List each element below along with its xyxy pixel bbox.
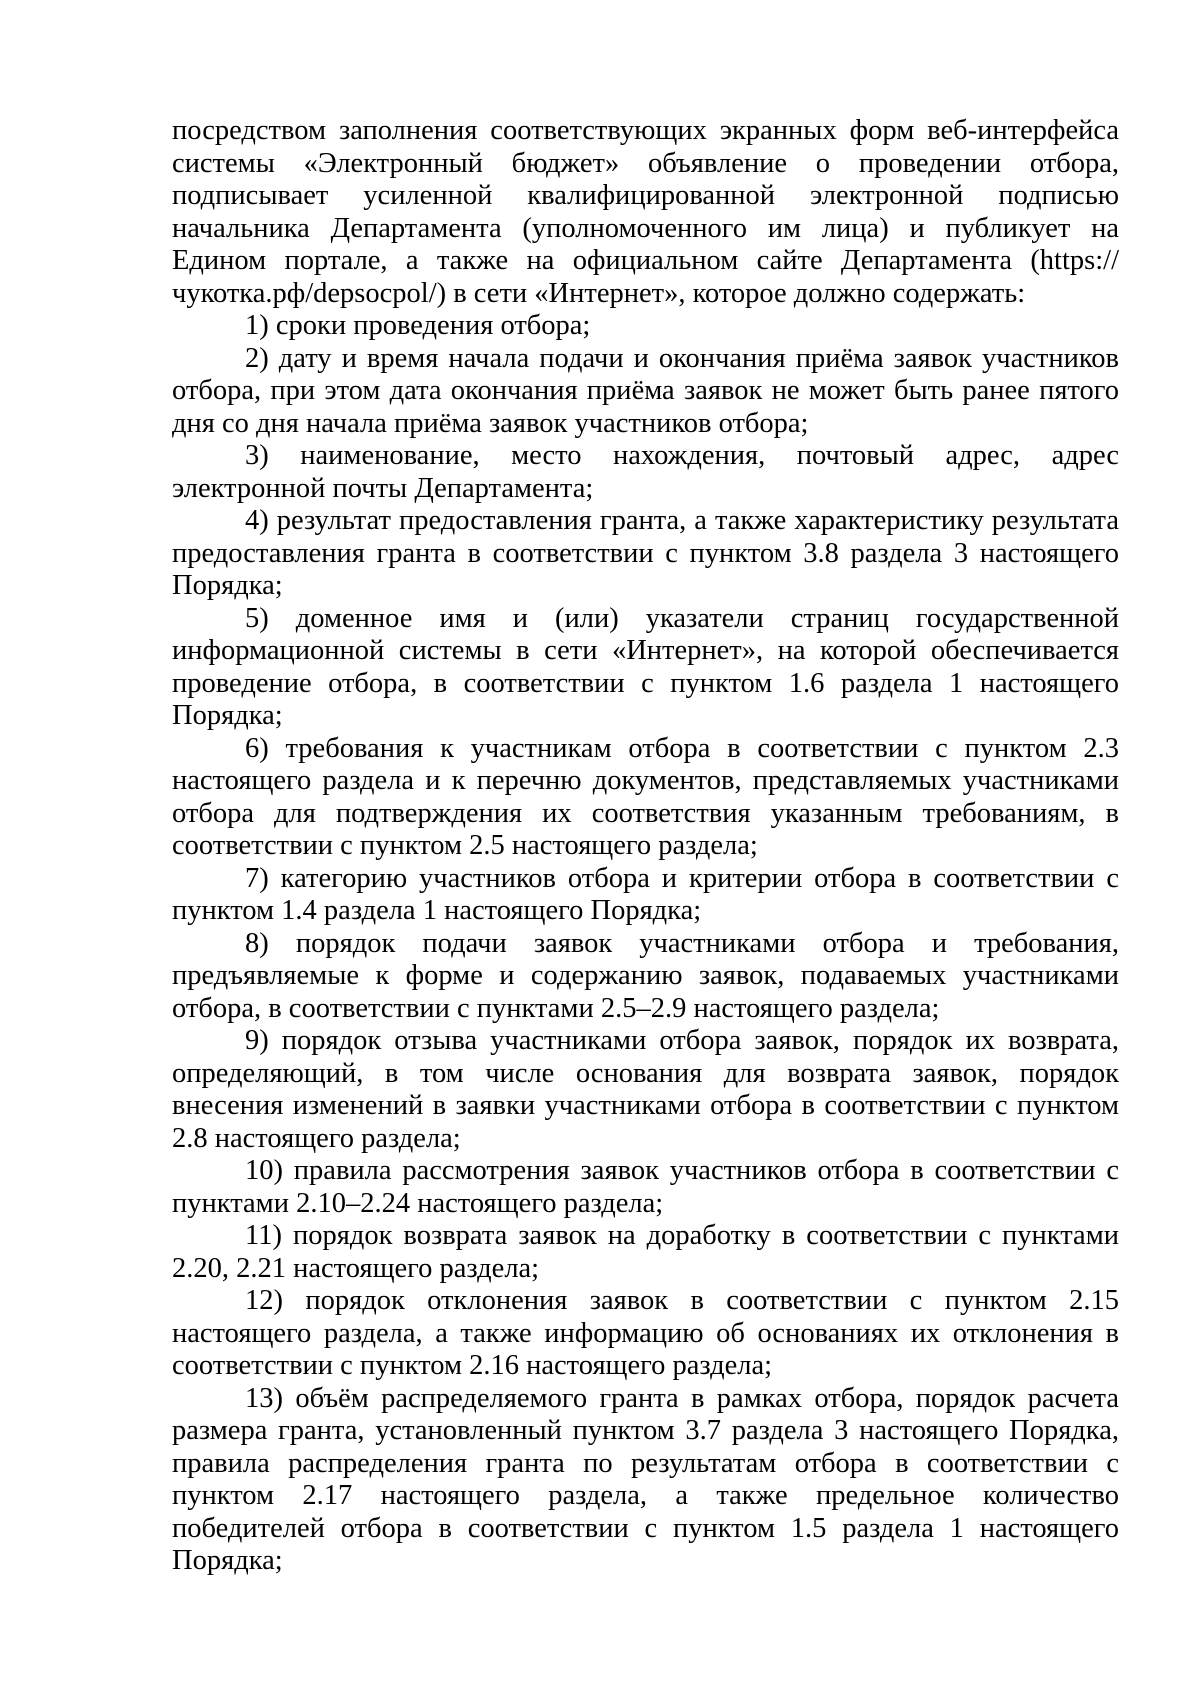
list-item-1: 1) сроки проведения отбора;	[245, 310, 591, 341]
list-item-6: 6) требования к участникам отбора в соответствии с пунктом 2.3 настоящего раздела и к перечню документов, представляемых участниками отбора для подтверждения их соответствия указанным требованиям, в соответствии с пунктом 2.5 настоящего раздела;	[172, 732, 1119, 861]
list-item-11: 11) порядок возврата заявок на доработку в соответствии с пунктами 2.20, 2.21 настоящего раздела;	[172, 1220, 1119, 1284]
list-item-4: 4) результат предоставления гранта, а также характеристику результата предоставления гранта в соответствии с пунктом 3.8 раздела 3 настоящего Порядка;	[172, 505, 1119, 601]
list-item-2: 2) дату и время начала подачи и окончания приёма заявок участников отбора, при этом дата окончания приёма заявок не может быть ранее пятого дня со дня начала приёма заявок участников отбора;	[172, 342, 1119, 439]
list-item-3: 3) наименование, место нахождения, почтовый адрес, адрес электронной почты Департамента;	[172, 440, 1119, 504]
list-item-9: 9) порядок отзыва участниками отбора заявок, порядок их возврата, определяющий, в том числе основания для возврата заявок, порядок внесения изменений в заявки участниками отбора в соответствии с пунктом 2.8 настоящего раздела;	[172, 1025, 1119, 1154]
list-item-10: 10) правила рассмотрения заявок участников отбора в соответствии с пунктами 2.10–2.24 настоящего раздела;	[172, 1155, 1119, 1219]
list-item-7: 7) категорию участников отбора и критерии отбора в соответствии с пунктом 1.4 раздела 1 настоящего Порядка;	[172, 862, 1119, 926]
list-item-13: 13) объём распределяемого гранта в рамках отбора, порядок расчета размера гранта, установленный пунктом 3.7 раздела 3 настоящего Порядка, правила распределения гранта по результатам отбора в соответствии с пунктом 2.17 настоящего раздела, а также предельное количество победителей отбора в соответствии с пунктом 1.5 раздела 1 настоящего Порядка;	[172, 1382, 1119, 1576]
list-item-12: 12) порядок отклонения заявок в соответствии с пунктом 2.15 настоящего раздела, а также информацию об основаниях их отклонения в соответствии с пунктом 2.16 настоящего раздела;	[172, 1285, 1119, 1381]
list-item-8: 8) порядок подачи заявок участниками отбора и требования, предъявляемые к форме и содержанию заявок, подаваемых участниками отбора, в соответствии с пунктами 2.5–2.9 настоящего раздела;	[172, 927, 1119, 1024]
document-body	[172, 115, 1119, 1578]
list-item-5: 5) доменное имя и (или) указатели страниц государственной информационной системы в сети «Интернет», на которой обеспечивается проведение отбора, в соответствии с пунктом 1.6 раздела 1 настоящего Порядка;	[172, 602, 1119, 731]
intro-paragraph: посредством заполнения соответствующих экранных форм веб-интерфейса системы «Электронный бюджет» объявление о проведении отбора, подписывает усиленной квалифицированной электронной подписью начальника Департамента (уполномоченного им лица) и публикует на Едином портале, а также на официальном сайте Департамента (https://чукотка.рф/depsocpol/) в сети «Интернет», которое должно содержать:	[172, 115, 1119, 309]
